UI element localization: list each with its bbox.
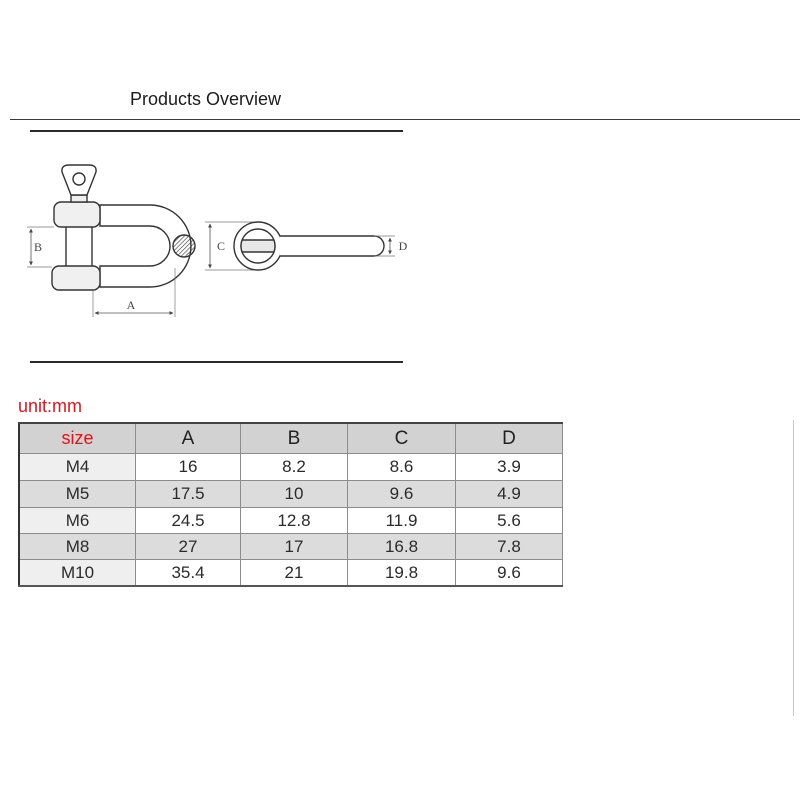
table-row bbox=[19, 481, 563, 508]
table-cell-c: 9.6 bbox=[348, 481, 456, 508]
table-cell-d: 5.6 bbox=[456, 508, 563, 534]
table-body bbox=[19, 454, 563, 587]
dimension-a-label: A bbox=[126, 298, 136, 312]
table-cell-a: 35.4 bbox=[136, 560, 241, 587]
dimension-c-label: C bbox=[216, 239, 226, 253]
table-cell-a: 27 bbox=[136, 534, 241, 560]
table-row bbox=[19, 454, 563, 481]
table-header-b: B bbox=[241, 423, 348, 454]
table-cell-size: M8 bbox=[19, 534, 136, 560]
table-head bbox=[19, 423, 563, 454]
pin-head-neck bbox=[71, 195, 87, 202]
table-cell-d: 3.9 bbox=[456, 454, 563, 481]
pin-end-slot bbox=[241, 240, 275, 252]
table-cell-b: 12.8 bbox=[241, 508, 348, 534]
table-row bbox=[19, 534, 563, 560]
shackle-front-view bbox=[205, 222, 408, 270]
pin-upper-collar bbox=[54, 202, 100, 227]
table-header-d: D bbox=[456, 423, 563, 454]
table-cell-a: 24.5 bbox=[136, 508, 241, 534]
table-cell-d: 7.8 bbox=[456, 534, 563, 560]
table-row bbox=[19, 508, 563, 534]
cross-section-hatched-circle bbox=[173, 235, 195, 257]
shackle-dimension-diagram bbox=[0, 140, 420, 340]
table-cell-b: 10 bbox=[241, 481, 348, 508]
table-header-size: size bbox=[19, 423, 136, 454]
divider-line-above-diagram bbox=[30, 130, 403, 132]
table-cell-b: 8.2 bbox=[241, 454, 348, 481]
divider-line-below-diagram bbox=[30, 361, 403, 363]
dimension-d-label: D bbox=[398, 239, 408, 253]
table-cell-d: 9.6 bbox=[456, 560, 563, 587]
table-header-c: C bbox=[348, 423, 456, 454]
table-row bbox=[19, 560, 563, 587]
pin-shaft bbox=[66, 226, 92, 267]
pin-lower-end bbox=[52, 266, 100, 290]
table-header-a: A bbox=[136, 423, 241, 454]
unit-label: unit:mm bbox=[18, 396, 83, 416]
table-cell-size: M10 bbox=[19, 560, 136, 587]
page-title: Products Overview bbox=[130, 89, 282, 109]
table-cell-a: 17.5 bbox=[136, 481, 241, 508]
size-dimension-table bbox=[18, 422, 563, 587]
table-cell-b: 21 bbox=[241, 560, 348, 587]
table-cell-size: M5 bbox=[19, 481, 136, 508]
table-cell-c: 11.9 bbox=[348, 508, 456, 534]
table-cell-a: 16 bbox=[136, 454, 241, 481]
right-edge-rule bbox=[793, 420, 794, 716]
shackle-body-rod bbox=[280, 236, 384, 256]
divider-line-full-width bbox=[10, 119, 800, 120]
table-cell-c: 8.6 bbox=[348, 454, 456, 481]
shackle-side-view bbox=[27, 165, 195, 317]
table-cell-d: 4.9 bbox=[456, 481, 563, 508]
pin-head-hole bbox=[73, 173, 85, 185]
table-cell-c: 19.8 bbox=[348, 560, 456, 587]
table-header-row bbox=[19, 423, 563, 454]
table-cell-c: 16.8 bbox=[348, 534, 456, 560]
dimension-b-label: B bbox=[33, 240, 43, 254]
table-cell-size: M4 bbox=[19, 454, 136, 481]
table-cell-b: 17 bbox=[241, 534, 348, 560]
table-cell-size: M6 bbox=[19, 508, 136, 534]
